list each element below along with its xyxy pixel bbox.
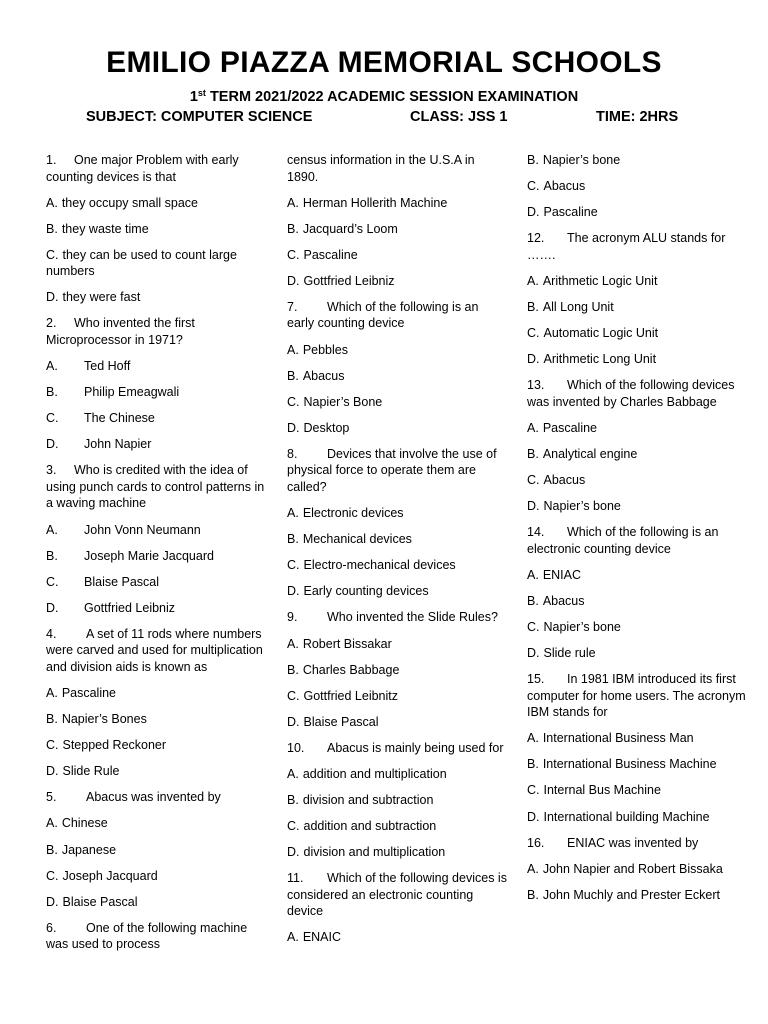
option-text: addition and subtraction [303,819,437,834]
option-letter: A. [527,567,539,582]
option-letter: C. [46,411,59,426]
question-number: 10. [287,740,305,755]
option-letter: A. [287,636,299,651]
answer-option [287,636,509,653]
question-number: 6. [46,920,57,935]
option-letter: D. [287,420,300,435]
answer-option [527,420,749,437]
option-text: Pascaline [542,420,598,435]
option-letter: B. [527,299,539,314]
option-letter: B. [46,548,58,563]
option-letter: C. [287,558,300,573]
answer-option [46,247,268,280]
option-text: Automatic Logic Unit [543,326,659,341]
option-letter: D. [527,499,540,514]
answer-option [46,195,268,212]
question-item [46,462,268,512]
option-text: Chinese [61,816,108,831]
option-text: Mechanical devices [302,532,412,547]
option-letter: B. [527,593,539,608]
question-text: Devices that involve the use of physical force to operate them are called? [287,446,497,494]
question-text: Who is credited with the idea of using punch cards to control patterns in a waving machine [46,463,265,511]
answer-option [527,887,749,904]
answer-option [527,152,749,169]
option-letter: A. [527,861,539,876]
option-text: they can be used to count large numbers [46,247,237,279]
option-text: they waste time [61,221,149,236]
answer-option [287,766,509,783]
option-letter: D. [287,714,300,729]
option-letter: B. [287,662,299,677]
option-letter: A. [46,816,58,831]
option-letter: B. [46,712,58,727]
option-text: Arithmetic Long Unit [543,352,657,367]
answer-option [527,204,749,221]
question-text: Which of the following devices is considered an electronic counting device [287,871,507,919]
answer-option [527,446,749,463]
question-text: The acronym ALU stands for ……. [527,231,726,262]
option-letter: A. [527,273,539,288]
question-text: One of the following machine was used to process [46,920,248,952]
option-letter: B. [287,221,299,236]
answer-option [46,410,268,427]
option-letter: A. [287,506,299,521]
question-text: A set of 11 rods where numbers were carved and used for multiplication and division aids is known as [46,626,263,674]
answer-option [527,472,749,489]
option-letter: B. [527,887,539,902]
answer-option [46,548,268,565]
option-text: Analytical engine [542,446,638,461]
answer-option [46,600,268,617]
question-column-2 [287,152,509,956]
question-text: Which of the following is an electronic counting device [527,525,719,556]
question-item [46,920,268,953]
question-text: Abacus is mainly being used for [327,740,504,755]
answer-option [287,792,509,809]
question-item [46,152,268,185]
option-text: Slide rule [543,646,596,661]
option-letter: D. [46,600,59,615]
question-column-1 [46,152,268,962]
question-text: Abacus was invented by [86,790,221,805]
option-letter: C. [527,620,540,634]
answer-option [287,342,509,359]
option-text: Abacus [543,473,586,488]
question-text: Which of the following devices was invented by Charles Babbage [527,378,735,409]
option-letter: C. [287,247,300,262]
option-text: Blaise Pascal [303,714,379,729]
question-number: 3. [46,463,57,478]
option-text: Pascaline [543,205,598,220]
answer-option [287,247,509,264]
answer-option [287,844,509,861]
option-text: John Napier and Robert Bissaka [542,861,723,876]
option-letter: D. [527,809,540,824]
answer-option [527,498,749,515]
option-letter: D. [527,646,540,661]
option-text: Blaise Pascal [62,894,138,909]
answer-option [46,358,268,375]
question-text: Who invented the first Microprocessor in 1971? [46,316,195,347]
option-text: Pascaline [303,247,358,262]
question-number: 8. [287,446,298,461]
option-letter: B. [287,793,299,808]
option-letter: C. [527,326,540,341]
question-item [287,870,509,920]
option-letter: B. [46,842,58,857]
option-text: Arithmetic Logic Unit [542,273,658,288]
option-letter: C. [287,819,300,834]
option-text: John Napier [84,437,152,452]
option-letter: B. [46,221,58,236]
option-text: Japanese [61,842,117,857]
option-text: Pascaline [61,686,117,700]
option-text: Internal Bus Machine [543,783,661,798]
question-text: In 1981 IBM introduced its first computer for home users. The acronym IBM stands for [527,672,746,720]
option-letter: A. [287,342,299,357]
answer-option [287,583,509,600]
answer-option [46,685,268,702]
option-letter: D. [287,584,300,599]
option-letter: D. [527,352,540,367]
question-item [287,446,509,496]
answer-option [46,763,268,780]
school-title: EMILIO PIAZZA MEMORIAL SCHOOLS [106,46,662,79]
question-number: 4. [46,626,57,641]
option-letter: C. [46,574,59,589]
question-item [46,626,268,676]
option-text: All Long Unit [542,299,614,314]
answer-option [46,436,268,453]
answer-option [527,619,749,636]
question-item [527,230,749,263]
answer-option [46,384,268,401]
option-text: division and multiplication [303,845,446,860]
answer-option [46,221,268,238]
option-text: they were fast [62,290,141,305]
option-text: Electro-mechanical devices [303,558,456,573]
option-text: Desktop [303,420,350,435]
option-letter: A. [46,522,58,537]
option-letter: A. [46,686,58,700]
option-text: International building Machine [543,809,710,824]
question-item [46,789,268,806]
option-text: Joseph Jacquard [62,868,158,883]
option-letter: B. [287,368,299,383]
option-text: Early counting devices [303,584,429,599]
question-number: 16. [527,835,545,850]
question-text: Which of the following is an early counting device [287,299,479,331]
answer-option [287,394,509,411]
question-number: 1. [46,153,57,167]
answer-option [527,178,749,195]
option-text: Gottfried Leibniz [303,273,395,288]
answer-option [46,894,268,911]
question-continuation: census information in the U.S.A in 1890. [287,153,475,184]
option-text: Charles Babbage [302,662,400,677]
question-number: 5. [46,790,57,805]
option-text: Blaise Pascal [84,574,160,589]
option-letter: D. [46,290,59,305]
question-column-3 [527,152,749,913]
answer-option [287,662,509,679]
option-letter: A. [287,766,299,781]
option-letter: D. [46,764,59,779]
option-text: Napier’s bone [542,153,621,167]
option-letter: A. [287,930,299,945]
option-text: International Business Man [542,731,694,746]
answer-option [46,522,268,539]
answer-option [46,289,268,306]
option-letter: B. [527,153,539,167]
time-label: TIME: 2HRS [596,109,679,125]
subject-label: SUBJECT: COMPUTER SCIENCE [86,109,313,125]
option-text: Napier’s bone [543,499,621,514]
option-text: Abacus [542,593,585,608]
option-text: Robert Bissakar [302,636,392,651]
question-number: 11. [287,871,304,886]
answer-option [46,737,268,754]
answer-option [527,273,749,290]
answer-option [287,557,509,574]
option-letter: C. [287,688,300,703]
option-text: ENIAC [542,567,582,582]
question-item [287,609,509,626]
answer-option [527,782,749,799]
term-description: TERM 2021/2022 ACADEMIC SESSION EXAMINATION [205,89,579,105]
option-text: Stepped Reckoner [62,738,167,753]
option-text: Herman Hollerith Machine [302,195,448,210]
answer-option [287,273,509,290]
option-letter: A. [287,195,299,210]
option-letter: C. [527,179,540,194]
question-item [527,835,749,852]
answer-option [287,714,509,731]
question-text: Who invented the Slide Rules? [327,610,498,625]
exam-subtitle [0,88,768,105]
option-letter: C. [287,394,300,409]
answer-option [527,809,749,826]
answer-option [527,730,749,747]
option-text: Gottfried Leibnitz [303,688,398,703]
term-ordinal: st [197,88,206,98]
term-number: 1 [189,89,198,105]
option-text: Jacquard’s Loom [302,221,398,236]
option-letter: A. [527,420,539,435]
class-label: CLASS: JSS 1 [410,109,508,125]
answer-option [527,299,749,316]
question-text: One major Problem with early counting devices is that [46,153,239,184]
answer-option [287,505,509,522]
question-item [527,671,749,721]
question-item [287,299,509,332]
answer-option [527,351,749,368]
option-letter: D. [527,205,540,220]
option-text: Electronic devices [302,506,404,521]
option-letter: D. [46,437,59,452]
question-text: ENIAC was invented by [567,835,699,850]
option-letter: B. [527,757,539,772]
answer-option [287,420,509,437]
option-text: Gottfried Leibniz [84,600,176,615]
answer-option [527,325,749,342]
answer-option [287,531,509,548]
question-item [527,524,749,557]
answer-option [46,868,268,885]
option-text: Joseph Marie Jacquard [84,548,214,563]
option-text: Abacus [543,179,586,194]
option-text: Ted Hoff [84,359,131,374]
option-letter: D. [287,273,300,288]
question-number: 9. [287,610,298,625]
option-letter: B. [287,532,299,547]
answer-option [287,195,509,212]
answer-option [46,574,268,591]
answer-option [527,567,749,584]
answer-option [527,593,749,610]
option-text: addition and multiplication [302,766,447,781]
option-text: John Vonn Neumann [84,522,201,537]
option-text: Napier’s bone [543,620,621,634]
option-letter: B. [46,385,58,400]
question-number: 15. [527,672,545,687]
option-text: ENAIC [302,930,342,945]
question-item [527,377,749,410]
option-text: Abacus [302,368,345,383]
option-letter: A. [46,195,58,210]
option-letter: C. [46,738,59,753]
option-text: International Business Machine [542,757,717,772]
option-text: Slide Rule [62,764,120,779]
answer-option [287,221,509,238]
answer-option [527,861,749,878]
question-number: 14. [527,525,545,540]
option-letter: D. [46,894,59,909]
answer-option [287,368,509,385]
option-text: division and subtraction [302,793,434,808]
answer-option [46,842,268,859]
question-number: 7. [287,299,298,314]
answer-option [287,818,509,835]
option-text: Napier’s Bones [61,712,147,727]
option-letter: A. [527,731,539,746]
answer-option [287,688,509,705]
option-letter: A. [46,359,58,374]
question-number: 13. [527,378,545,393]
option-letter: D. [287,845,300,860]
option-text: John Muchly and Prester Eckert [542,887,720,902]
option-letter: C. [46,247,59,262]
question-number: 2. [46,316,57,331]
question-item [287,740,509,757]
option-letter: B. [527,446,539,461]
option-text: Napier’s Bone [303,394,383,409]
option-letter: C. [527,473,540,488]
answer-option [527,756,749,773]
answer-option [287,929,509,946]
answer-option [46,815,268,832]
question-item [46,315,268,348]
question-number: 12. [527,231,545,246]
option-letter: C. [527,783,540,798]
answer-option [46,711,268,728]
option-text: Philip Emeagwali [84,385,180,400]
answer-option [527,645,749,662]
option-text: Pebbles [302,342,348,357]
option-text: they occupy small space [61,195,198,210]
option-letter: C. [46,868,59,883]
option-text: The Chinese [84,411,155,426]
